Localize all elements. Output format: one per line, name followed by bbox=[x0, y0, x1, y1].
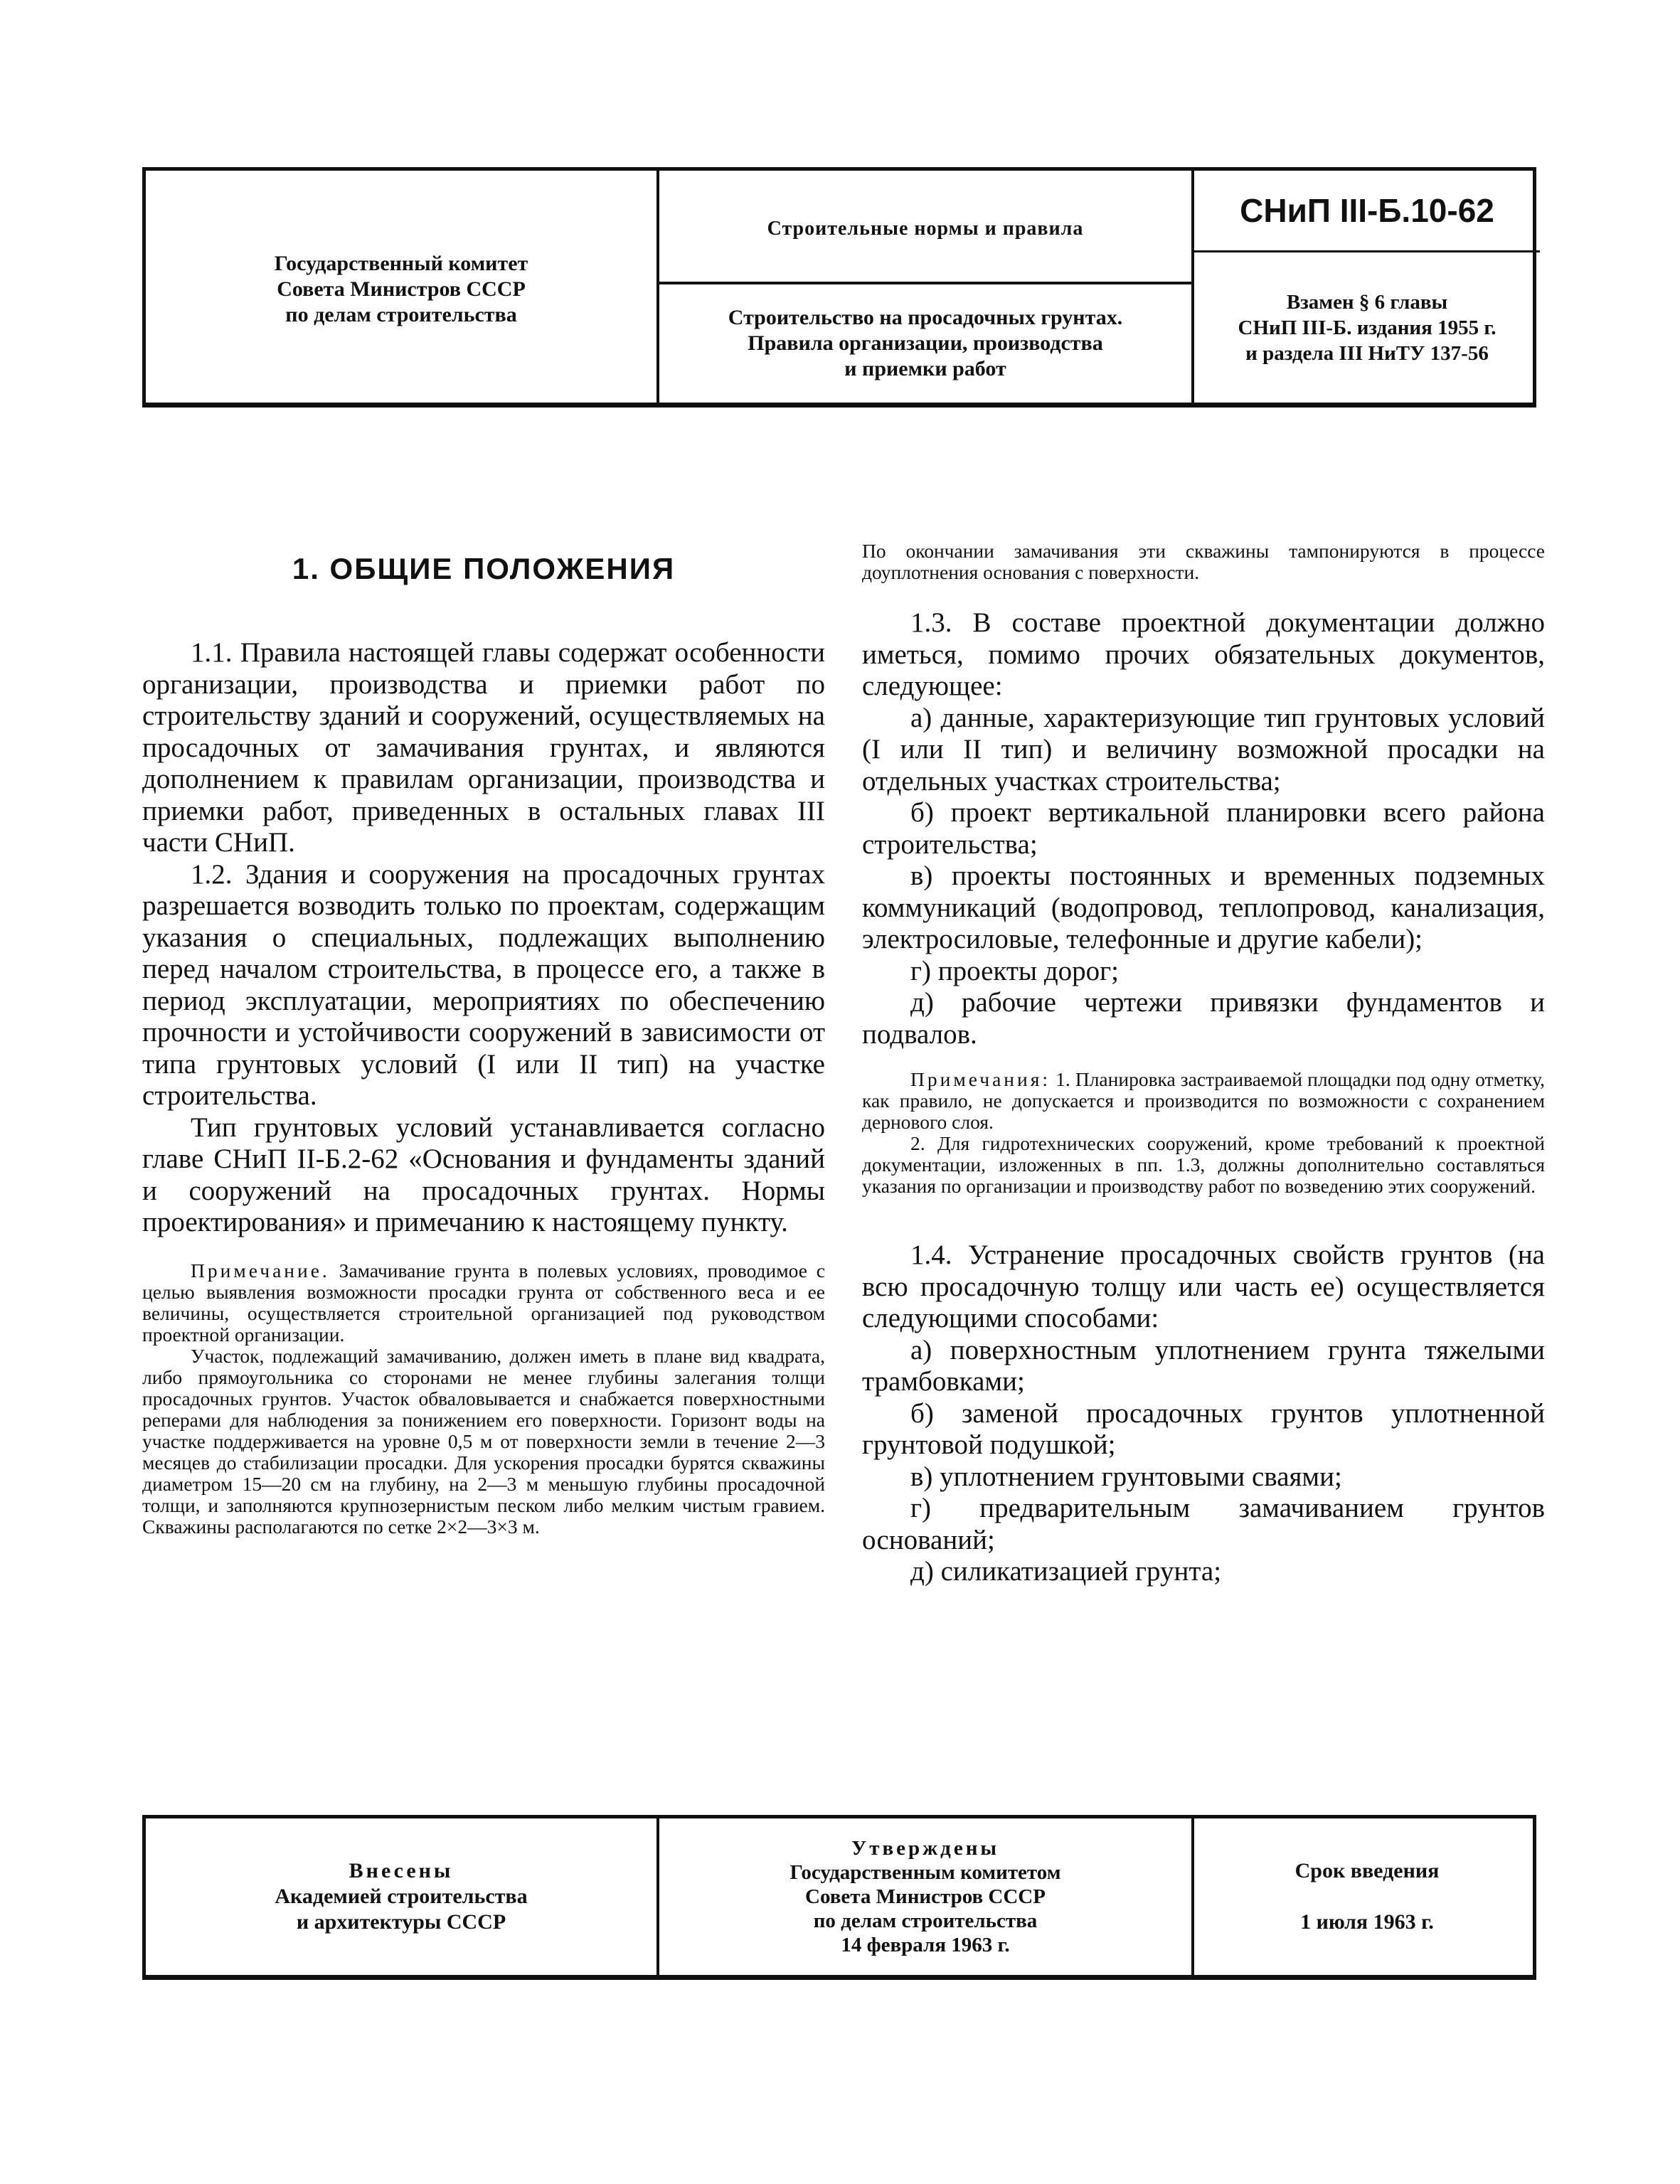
committee-line: Совета Министров СССР bbox=[277, 277, 526, 301]
approved-by bbox=[659, 1818, 1191, 1975]
list-item: б) заменой просадочных грунтов уплотненной грунтовой подушкой; bbox=[862, 1397, 1545, 1460]
notes-paragraph-1 bbox=[862, 1069, 1545, 1133]
approved-line: Государственным комитетом bbox=[790, 1861, 1061, 1884]
document-title bbox=[659, 284, 1191, 403]
list-item: в) уплотнением грунтовыми сваями; bbox=[910, 1461, 1342, 1492]
notes-label: Примечания: bbox=[910, 1068, 1051, 1090]
submitted-by bbox=[146, 1818, 656, 1975]
notes-paragraph-2: 2. Для гидротехнических сооружений, кроме требований к проектной документации, изложенных в пп. 1.3, должны дополнительно составляться указания по организации и производству работ по возведению этих сооружений. bbox=[862, 1132, 1545, 1197]
note-label: Примечание. bbox=[191, 1259, 330, 1282]
section-title: 1. ОБЩИЕ ПОЛОЖЕНИЯ bbox=[292, 552, 676, 585]
approved-date: 14 февраля 1963 г. bbox=[841, 1934, 1010, 1956]
paragraph-1-2-soil-type: Тип грунтовых условий устанавливается согласно главе СНиП II-Б.2-62 «Основания и фундаменты зданий и сооружений на просадочных грунтах. Нормы проектирования» и примечанию к настоящему пункту. bbox=[142, 1112, 825, 1237]
submitted-line: Академией строительства bbox=[275, 1885, 528, 1908]
document-footer bbox=[142, 1815, 1536, 1980]
left-column bbox=[142, 540, 825, 1538]
note-paragraph bbox=[142, 1260, 825, 1346]
list-item: д) силикатизацией грунта; bbox=[910, 1556, 1222, 1587]
list-item: а) поверхностным уплотнением грунта тяжелыми трамбовками; bbox=[862, 1334, 1545, 1397]
effective-label: Срок введения bbox=[1294, 1859, 1440, 1882]
paragraph-1-1: 1.1. Правила настоящей главы содержат особенности организации, производства и приемки работ по строительству зданий и сооружений, осуществляемых на просадочных от замачивания грунтах, и являются дополнением к правилам организации, производства и приемки работ, приведенных в остальных главах III части СНиП. bbox=[142, 637, 825, 858]
list-item: г) проекты дорог; bbox=[910, 955, 1119, 986]
title-line: Правила организации, производства bbox=[748, 331, 1103, 355]
series-label: Строительные нормы и правила bbox=[767, 218, 1084, 240]
approved-line: по делам строительства bbox=[813, 1909, 1038, 1932]
document-code bbox=[1194, 171, 1540, 250]
title-line: Строительство на просадочных грунтах. bbox=[728, 306, 1123, 329]
list-item: а) данные, характеризующие тип грунтовых условий (I или II тип) и величину возможной просадки на отдельных участках строительства; bbox=[862, 702, 1545, 797]
document-header bbox=[142, 167, 1536, 407]
replaces-line: СНиП III-Б. издания 1955 г. bbox=[1238, 316, 1496, 339]
replaces-note bbox=[1194, 252, 1540, 403]
notes-text-1: 1. Планировка застраиваемой площадки под одну отметку, как правило, не допускается и производится по возможности с сохранением дернового слоя. bbox=[862, 1068, 1545, 1133]
effective-date bbox=[1194, 1818, 1540, 1975]
submitted-label: Внесены bbox=[349, 1859, 454, 1882]
submitted-line: и архитектуры СССР bbox=[296, 1910, 506, 1934]
committee-line: Государственный комитет bbox=[274, 252, 528, 275]
effective-value: 1 июля 1963 г. bbox=[1300, 1910, 1434, 1934]
approved-line: Совета Министров СССР bbox=[805, 1885, 1046, 1908]
list-item: д) рабочие чертежи привязки фундаментов и подвалов. bbox=[862, 987, 1545, 1050]
replaces-line: и раздела III НиТУ 137-56 bbox=[1245, 341, 1489, 365]
title-line: и приемки работ bbox=[844, 357, 1006, 380]
paragraph-1-3: 1.3. В составе проектной документации должно иметься, помимо прочих обязательных документов, следующее: bbox=[862, 607, 1545, 701]
right-column bbox=[862, 540, 1545, 1588]
note-text: Замачивание грунта в полевых условиях, проводимое с целью выявления возможности просадки грунта от собственного веса и ее величины, осуществляется строительной организацией под руководством проектной организации. bbox=[142, 1259, 825, 1346]
approved-label: Утверждены bbox=[851, 1837, 1000, 1860]
list-item: в) проекты постоянных и временных подземных коммуникаций (водопровод, теплопровод, канализация, электросиловые, телефонные и другие кабели); bbox=[862, 861, 1545, 954]
document-series bbox=[659, 171, 1191, 282]
code-label: СНиП III-Б.10-62 bbox=[1240, 192, 1494, 229]
note-continuation: По окончании замачивания эти скважины тампонируются в процессе доуплотнения основания с поверхности. bbox=[862, 540, 1545, 583]
note-paragraph-2: Участок, подлежащий замачиванию, должен иметь в плане вид квадрата, либо прямоугольника со сторонами не менее глубины залегания толщи просадочных грунтов. Участок обваловывается и снабжается поверхностными реперами для наблюдения за понижением его поверхности. Горизонт воды на участке поддерживается на уровне 0,5 м от поверхности земли в течение 2—3 месяцев до стабилизации просадки. Для ускорения просадки бурятся скважины диаметром 15—20 см на глубину, на 2—3 м меньшую глубины просадочной толщи, и заполняются крупнозернистым песком либо мелким чистым гравием. Скважины располагаются по сетке 2×2—3×3 м. bbox=[142, 1344, 825, 1538]
issuing-committee bbox=[146, 171, 656, 403]
replaces-line: Взамен § 6 главы bbox=[1286, 290, 1448, 314]
paragraph-1-4: 1.4. Устранение просадочных свойств грунтов (на всю просадочную толщу или часть ее) осуществляется следующими способами: bbox=[862, 1240, 1545, 1333]
committee-line: по делам строительства bbox=[285, 303, 517, 326]
list-item: г) предварительным замачиванием грунтов оснований; bbox=[862, 1493, 1545, 1555]
paragraph-1-2: 1.2. Здания и сооружения на просадочных грунтах разрешается возводить только по проектам, содержащим указания о специальных, подлежащих выполнению перед началом строительства, в процессе его, а также в период эксплуатации, мероприятиях по обеспечению прочности и устойчивости сооружений в зависимости от типа грунтовых условий (I или II тип) на участке строительства. bbox=[142, 858, 825, 1111]
list-item: б) проект вертикальной планировки всего района строительства; bbox=[862, 797, 1545, 860]
